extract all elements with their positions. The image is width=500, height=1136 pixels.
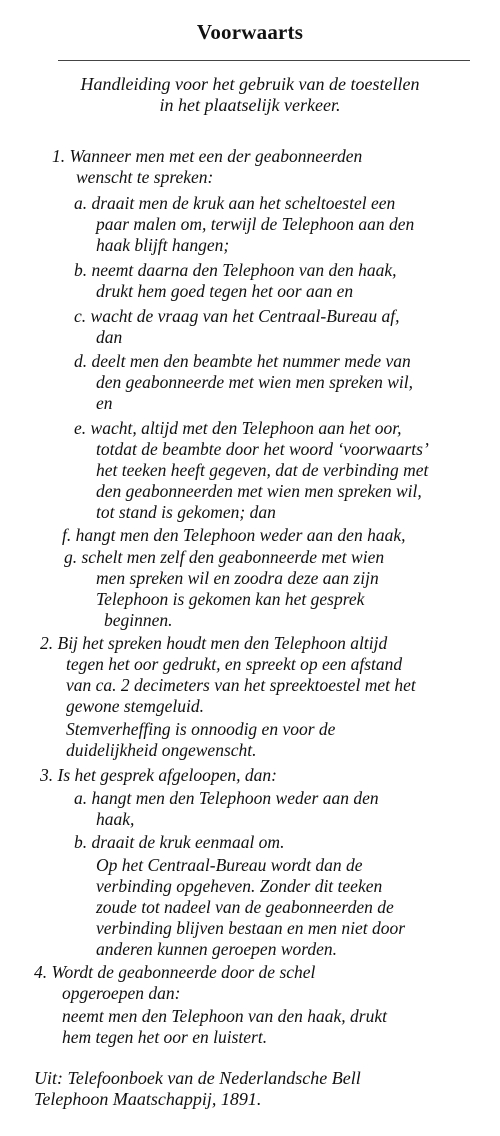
text-line: b. neemt daarna den Telephoon van den haak, [74, 260, 397, 280]
text-line: c. wacht de vraag van het Centraal-Bureau af, [74, 306, 400, 326]
text-line: 2. Bij het spreken houdt men den Telephoon altijd [40, 633, 388, 653]
source-citation [34, 1068, 361, 1110]
text-line: a. hangt men den Telephoon weder aan den [74, 788, 379, 808]
text-line: zoude tot nadeel van de geabonneerden de [96, 897, 394, 917]
text-line: d. deelt men den beambte het nummer mede van [74, 351, 411, 371]
subtitle-line: in het plaatselijk verkeer. [159, 95, 341, 115]
text-line: wenscht te spreken: [76, 167, 214, 187]
text-line: duidelijkheid ongewenscht. [66, 740, 257, 760]
subtitle [0, 74, 500, 116]
text-line: haak blijft hangen; [96, 235, 230, 255]
text-line: tot stand is gekomen; dan [96, 502, 276, 522]
text-line: totdat de beambte door het woord ‘voorwaarts’ [96, 439, 429, 459]
text-line: 1. Wanneer men met een der geabonneerden [52, 146, 363, 166]
text-line: verbinding blijven bestaan en men niet door [96, 918, 406, 938]
text-line: het teeken heeft gegeven, dat de verbinding met [96, 460, 429, 480]
text-line: 3. Is het gesprek afgeloopen, dan: [40, 765, 278, 785]
text-line: tegen het oor gedrukt, en spreekt op een afstand [66, 654, 403, 674]
text-line: f. hangt men den Telephoon weder aan den haak, [62, 525, 406, 545]
text-line: opgeroepen dan: [62, 983, 181, 1003]
source-line: Uit: Telefoonboek van de Nederlandsche Bell [34, 1068, 361, 1088]
text-line: verbinding opgeheven. Zonder dit teeken [96, 876, 383, 896]
text-line: dan [96, 327, 123, 347]
subtitle-line: Handleiding voor het gebruik van de toestellen [80, 74, 420, 94]
text-line: neemt men den Telephoon van den haak, drukt [62, 1006, 387, 1026]
text-line: 4. Wordt de geabonneerde door de schel [34, 962, 316, 982]
text-line: hem tegen het oor en luistert. [62, 1027, 268, 1047]
text-line: a. draait men de kruk aan het scheltoestel een [74, 193, 396, 213]
title-divider [58, 60, 470, 61]
text-line: van ca. 2 decimeters van het spreektoestel met het [66, 675, 416, 695]
text-line: men spreken wil en zoodra deze aan zijn [96, 568, 379, 588]
text-line: Op het Centraal-Bureau wordt dan de [96, 855, 363, 875]
text-line: e. wacht, altijd met den Telephoon aan het oor, [74, 418, 402, 438]
text-line: haak, [96, 809, 135, 829]
text-line: den geabonneerden met wien men spreken wil, [96, 481, 422, 501]
text-line: den geabonneerde met wien men spreken wil, [96, 372, 414, 392]
text-line: anderen kunnen geroepen worden. [96, 939, 338, 959]
text-line: beginnen. [104, 610, 173, 630]
text-line: g. schelt men zelf den geabonneerde met wien [64, 547, 385, 567]
text-line: gewone stemgeluid. [66, 696, 205, 716]
text-line: drukt hem goed tegen het oor aan en [96, 281, 354, 301]
document-title: Voorwaarts [196, 20, 304, 44]
text-line: paar malen om, terwijl de Telephoon aan den [96, 214, 415, 234]
text-line: Telephoon is gekomen kan het gesprek [96, 589, 365, 609]
source-line: Telephoon Maatschappij, 1891. [34, 1089, 262, 1109]
text-line: b. draait de kruk eenmaal om. [74, 832, 285, 852]
text-line: en [96, 393, 113, 413]
text-line: Stemverheffing is onnoodig en voor de [66, 719, 336, 739]
